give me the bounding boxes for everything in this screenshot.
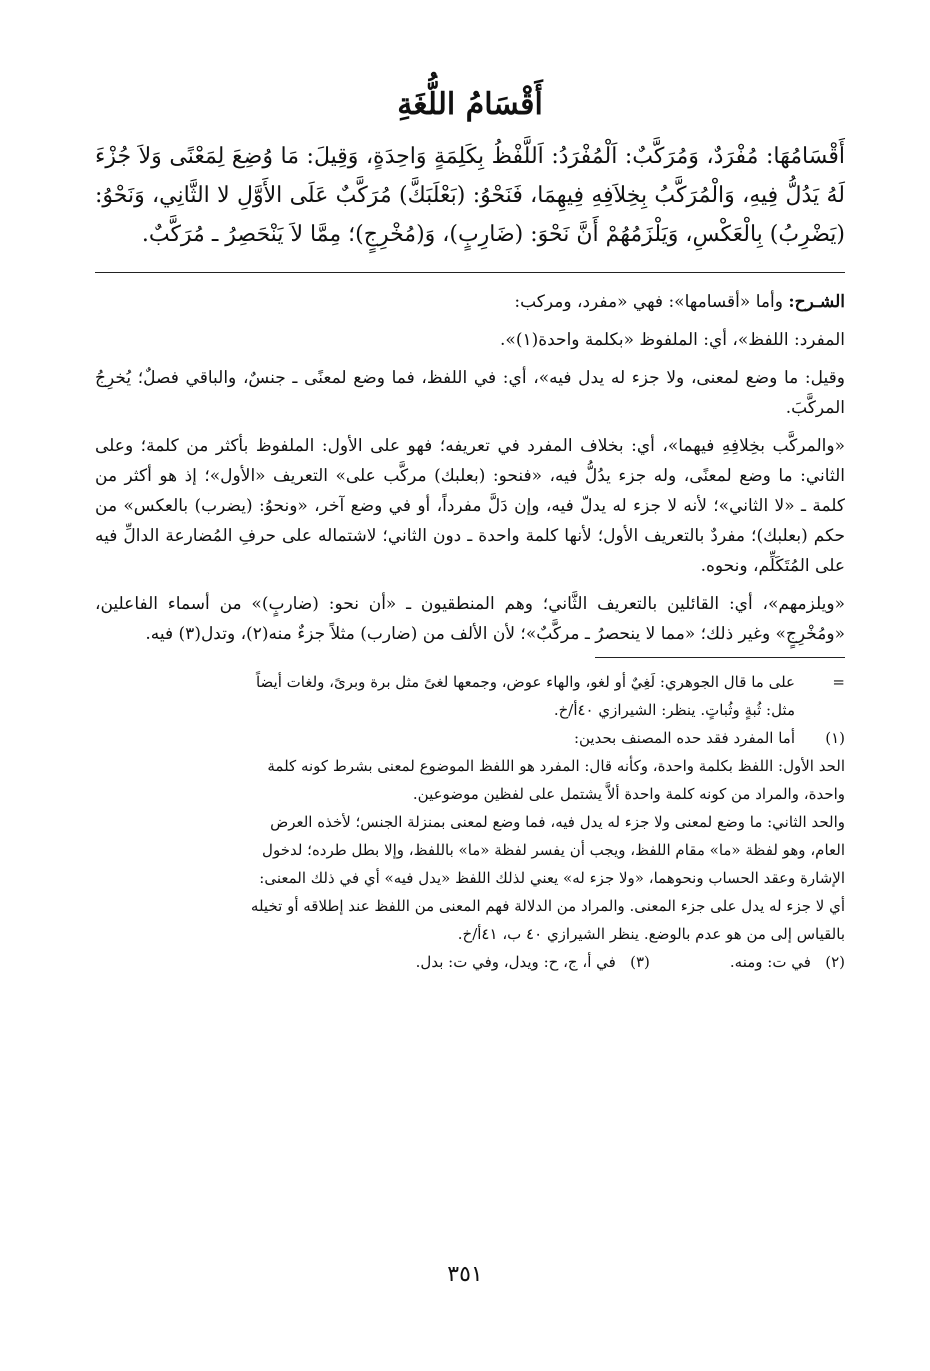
footnote-line: العام، وهو لفظة «ما» مقام اللفظ، ويجب أن يفسر لفظة «ما» باللفظ، وإلا بطل طرده؛ لدخول: [262, 841, 845, 859]
footnotes-2-3: [95, 948, 845, 976]
footnote-2: [730, 948, 845, 976]
footnote-3-text: في أ، ج، ح: ويدل، وفي ت: بدل.: [415, 953, 616, 971]
footnote-1-body: [95, 752, 845, 948]
commentary-paragraph-4: «والمركَّب بخِلافِهِ فيهما»، أي: بخلاف المفرد في تعريفه؛ فهو على الأول: الملفوظ بأكثر من كلمة؛ وعلى الثاني: ما وضع لمعنًى، وله جزء يدُلُّ فيه، «فنحو: (بعلبك) مركَّب على» التعريف «الأول»؛ إذ هو أكثر من كلمة ـ «لا الثاني»؛ لأنه لا جزء له يدلّ فيه، وإن دَلَّ مفرداً، أو في وضع آخر، «ونحوُ: (يضرب) بالعكس» من حكم (بعلبك)؛ مفردٌ بالتعريف الأول؛ لأنها كلمة واحدة ـ دون الثاني؛ لاشتماله على حرفِ المُضارعة الدالِّ فيه على المُتَكَلِّم، ونحوه.: [95, 436, 845, 576]
section-divider: [95, 272, 845, 273]
footnote-line: واحدة، والمراد من كونه كلمة واحدة ألاَّ يشتمل على لفظين موضوعين.: [412, 785, 845, 803]
footnote-line: والحد الثاني: ما وضع لمعنى ولا جزء له يدل فيه، فما وضع لمعنى بمنزلة الجنس؛ لأخذه العرض: [270, 813, 845, 831]
commentary-paragraph-2: المفرد: اللفظ»، أي: الملفوظ «بكلمة واحدة(١)».: [500, 330, 845, 350]
commentary: [95, 287, 845, 649]
page-number: ٣٥١: [447, 1262, 483, 1287]
footnote-1-mark: (١): [825, 729, 845, 747]
footnote-3: [416, 948, 650, 976]
commentary-paragraph-1-text: وأما «أقسامها»: فهي «مفرد، ومركب:: [514, 292, 789, 312]
footnote-line: أي لا جزء له يدل على جزء المعنى. والمراد من الدلالة فهم المعنى من اللفظ عند إطلاقه أو تخيله: [250, 897, 845, 915]
commentary-heading: الشـرح:: [788, 292, 845, 312]
footnote-line: مثل: ثُبةٍ وثُباتٍ. ينظر: الشيرازي ٤٠أ/خ.: [553, 701, 795, 719]
commentary-paragraph-1: [95, 287, 845, 317]
footnote-line: الإشارة وعقد الحساب ونحوهما، «ولا جزء له» يعني لذلك اللفظ «يدل فيه» أي في ذلك المعنى:: [259, 869, 845, 887]
footnote-2-mark: (٢): [825, 953, 845, 971]
commentary-paragraph-3: وقيل: ما وضع لمعنى، ولا جزء له يدل فيه»، أي: في اللفظ، فما وضع لمعنًى ـ جنسٌ، والباقي فصلٌ؛ يُخرِجُ المركَّبَ.: [95, 368, 845, 418]
footnotes: [95, 668, 845, 976]
page-body: [95, 85, 845, 976]
footnote-continuation: [95, 668, 845, 724]
footnote-divider: [595, 657, 845, 658]
footnote-line: بالقياس إلى من هو عدم بالوضع. ينظر الشيرازي ٤٠ ب، ٤١أ/خ.: [457, 925, 845, 943]
commentary-paragraph-5: «ويلزمهم»، أي: القائلين بالتعريف الثَّاني؛ وهم المنطقيون ـ «أن نحو: (ضاربٍ)» من أسماء الفاعلين، «ومُخْرِجٍ» وغير ذلك؛ «مما لا ينحصرُ ـ مركَّبٌ»؛ لأن الألف من (ضارب) مثلاً جزءٌ منه(٢)، وتدل(٣) فيه.: [95, 594, 845, 644]
footnote-1: [95, 724, 845, 752]
footnote-2-text: في ت: ومنه.: [729, 953, 811, 971]
footnote-line: الحد الأول: اللفظ بكلمة واحدة، وكأنه قال: المفرد هو اللفظ الموضوع لمعنى بشرط كونه كلمة: [267, 757, 845, 775]
footnote-line: على ما قال الجوهري: لَغِيٌ أو لغو، والهاء عوض، وجمعها لغىً مثل برة وبرىً، ولغات أيضاً: [255, 673, 795, 691]
footnote-line: أما المفرد فقد حده المصنف بحدين:: [573, 729, 795, 747]
continuation-mark: =: [832, 673, 845, 691]
footnote-3-mark: (٣): [630, 953, 650, 971]
main-text: أَقْسَامُهَا: مُفْرَدٌ، وَمُرَكَّبٌ: اَلْمُفْرَدُ: اَللَّفْظُ بِكَلِمَةٍ وَاحِدَةٍ، وَقِيلَ: مَا وُضِعَ لِمَعْنًى وَلاَ جُزْءَ لَهُ يَدُلُّ فِيهِ، وَالْمُرَكَّبُ بِخِلاَفِهِ فِيهِمَا، فَنَحْوُ: (بَعْلَبَكَّ) مُرَكَّبٌ عَلَى الأَوَّلِ لا الثَّانِي، وَنَحْوُ: (يَضْرِبُ) بِالْعَكْسِ، وَيَلْزَمُهُمْ أَنَّ نَحْوَ: (ضَارِبٍ)، وَ(مُخْرِجٍ)؛ مِمَّا لاَ يَنْحَصِرُ ـ مُرَكَّبٌ.: [95, 144, 845, 247]
chapter-title: أَقْسَامُ اللُّغَةِ: [397, 87, 543, 122]
